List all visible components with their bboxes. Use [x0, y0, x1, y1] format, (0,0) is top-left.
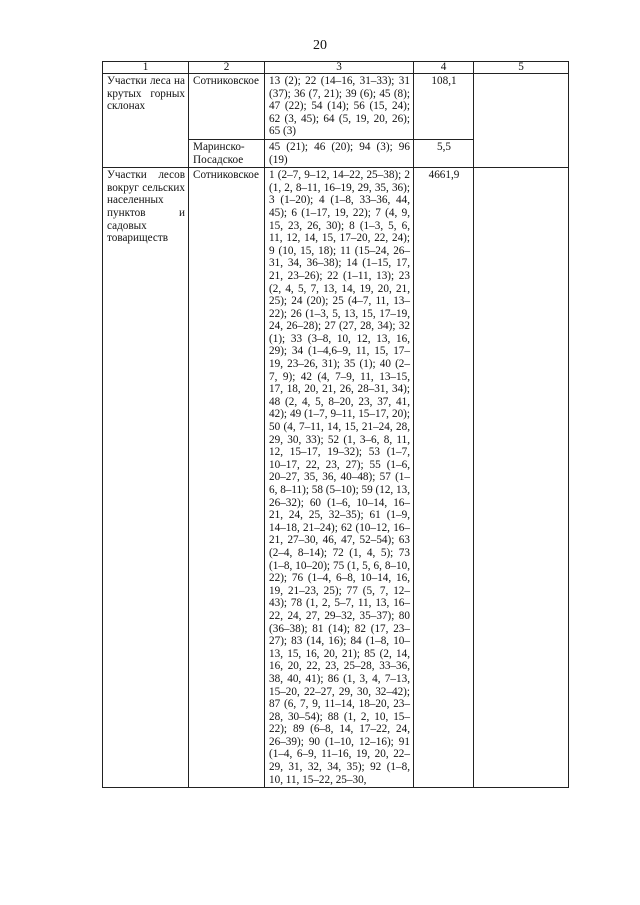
quarters-cell: 45 (21); 46 (20); 94 (3); 96 (19)	[265, 139, 414, 167]
district-cell: Сотниковское	[189, 168, 265, 788]
area-cell: 108,1	[414, 74, 474, 140]
quarters-cell: 13 (2); 22 (14–16, 31–33); 31 (37); 36 (7, 21); 39 (6); 45 (8); 47 (22); 54 (14); 56 (15, 24); 62 (3, 45); 64 (5, 19, 20, 26); 65 (3)	[265, 74, 414, 140]
quarters-cell: 1 (2–7, 9–12, 14–22, 25–38); 2 (1, 2, 8–11, 16–19, 29, 35, 36); 3 (1–20); 4 (1–8, 33–36, 44, 45); 6 (1–17, 19, 22); 7 (4, 9, 15, 23, 26, 30); 8 (1–3, 5, 6, 11, 12, 14, 15, 17–20, 22, 24); 9 (10, 15, 18); 11 (15–24, 26–31, 34, 36–38); 14 (1–15, 17, 21, 23–26); 22 (1–11, 13); 23 (2, 4, 5, 7, 13, 14, 19, 20, 21, 25); 24 (20); 25 (4–7, 11, 13–22); 26 (1–3, 5, 13, 15, 17–19, 24, 26–28); 27 (27, 28, 34); 32 (1); 33 (3–8, 10, 12, 13, 16, 29); 34 (1–4,6–9, 11, 15, 17–19, 23–26, 31); 35 (1); 40 (2–7, 9); 42 (4, 7–9, 11, 13–15, 17, 18, 20, 21, 26, 28–31, 34); 48 (2, 4, 5, 8–20, 23, 37, 41, 42); 49 (1–7, 9–11, 15–17, 20); 50 (4, 7–11, 14, 15, 21–24, 28, 29, 30, 33); 52 (1, 3–6, 8, 11, 12, 15–17, 19–32); 53 (1–7, 10–17, 22, 23, 27); 55 (1–6, 20–27, 35, 36, 40–48); 57 (1–6, 8–11); 58 (5–10); 59 (12, 13, 26–32); 60 (1–6, 10–14, 16–21, 24, 25, 32–35); 61 (1–9, 14–18, 21–24); 62 (10–12, 16–21, 27–30, 46, 47, 52–54); 63 (2–4, 8–14); 72 (1, 4, 5); 73 (1–8, 10–20); 75 (1, 5, 6, 8–10, 22); 76 (1–4, 6–8, 10–14, 16, 19, 21–23, 25); 77 (5, 7, 12–43); 78 (1, 2, 5–7, 11, 13, 16–22, 24, 27, 29–32, 35–37); 80 (36–38); 81 (14); 82 (17, 23–27); 83 (14, 16); 84 (1–8, 10–13, 15, 16, 20, 21); 85 (2, 14, 16, 20, 22, 23, 25–28, 33–36, 38, 40, 41); 86 (1, 3, 4, 7–13, 15–20, 22–27, 29, 30, 32–42); 87 (6, 7, 9, 11–14, 18–20, 23–28, 30–54); 88 (1, 2, 10, 15–22); 89 (6–8, 14, 17–22, 24, 26–39); 90 (1–10, 12–16); 91 (1–4, 6–9, 11–16, 19, 20, 22–29, 31, 32, 34, 35); 92 (1–8, 10, 11, 15–22, 25–30,	[265, 168, 414, 788]
district-cell: Сотниковское	[189, 74, 265, 140]
column-header-1: 1	[103, 62, 189, 74]
area-cell: 5,5	[414, 139, 474, 167]
column-header-5: 5	[474, 62, 569, 74]
district-cell: Маринско-Посадское	[189, 139, 265, 167]
area-cell: 4661,9	[414, 168, 474, 788]
column-header-2: 2	[189, 62, 265, 74]
column-header-4: 4	[414, 62, 474, 74]
forest-areas-table	[102, 61, 569, 788]
note-cell	[474, 74, 569, 168]
table-row	[103, 168, 569, 788]
category-cell: Участки лесов вокруг сельских населенных пунктов и садовых товариществ	[103, 168, 189, 788]
category-cell: Участки леса на крутых горных склонах	[103, 74, 189, 168]
column-header-3: 3	[265, 62, 414, 74]
table-row	[103, 74, 569, 140]
table-header-row	[103, 62, 569, 74]
page-number: 20	[313, 38, 327, 53]
note-cell	[474, 168, 569, 788]
